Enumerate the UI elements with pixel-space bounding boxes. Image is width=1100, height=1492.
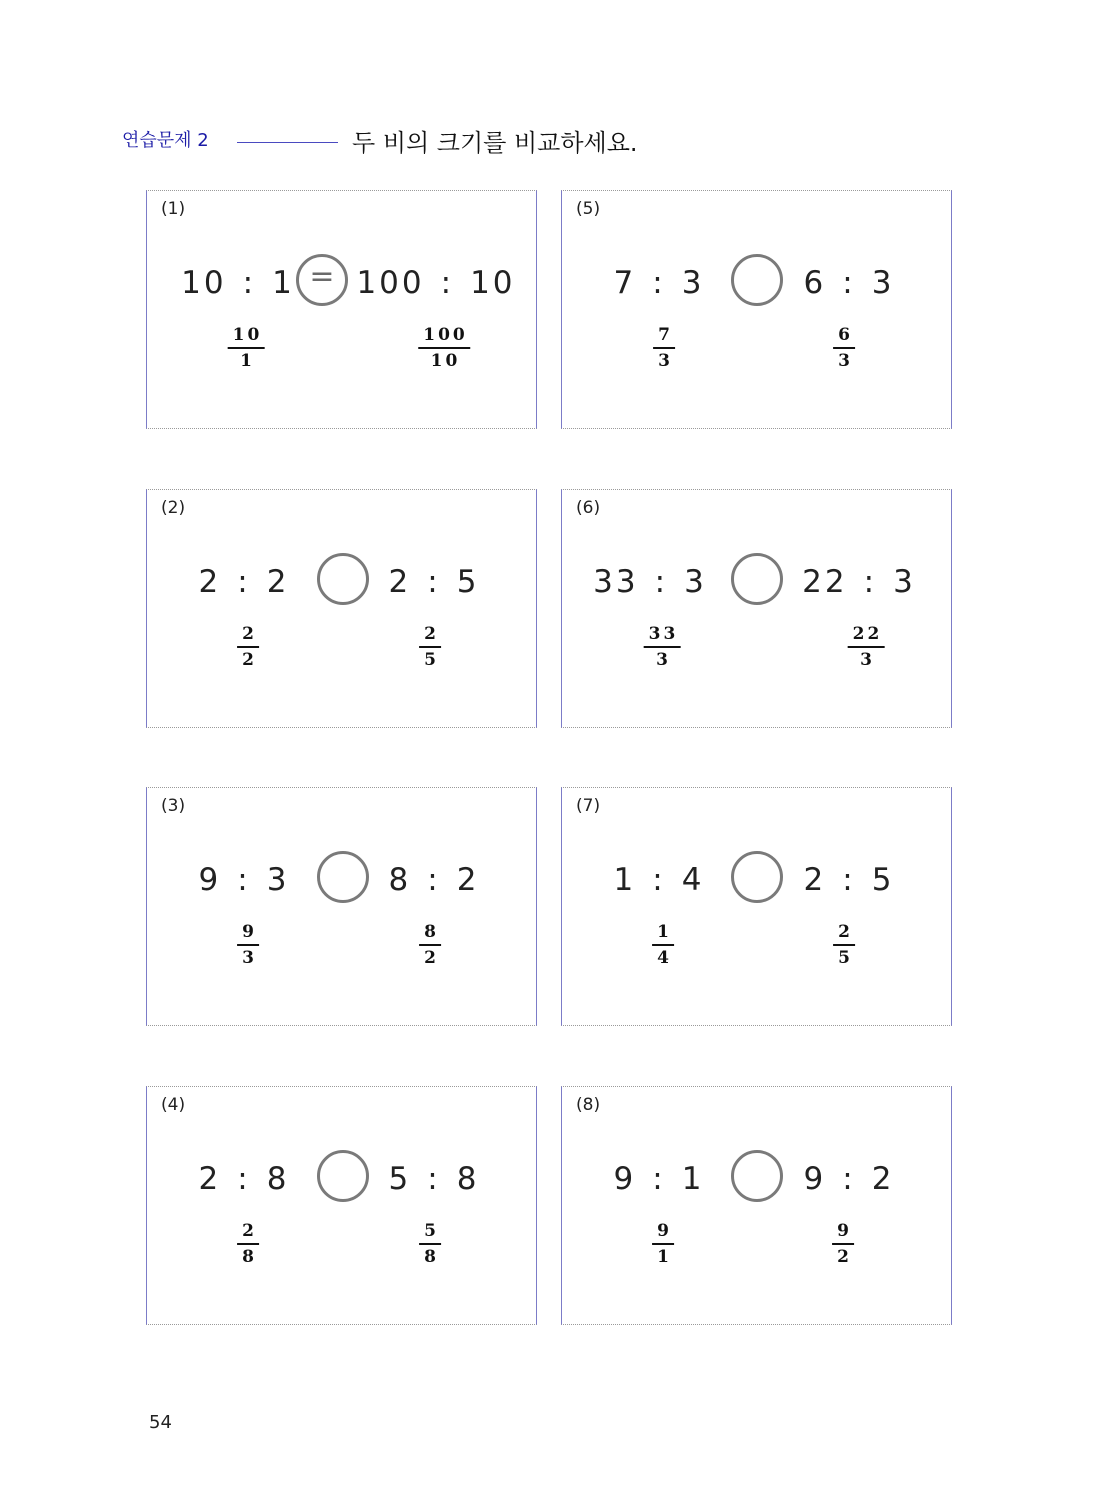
fraction-bar bbox=[419, 944, 441, 946]
fraction-bar bbox=[652, 1243, 674, 1245]
fraction-numerator: 5 bbox=[424, 1221, 439, 1241]
left-fraction bbox=[654, 1221, 672, 1267]
ratio-consequent: 3 bbox=[893, 564, 916, 600]
ratio-colon: : bbox=[652, 862, 666, 898]
ratio-colon: : bbox=[842, 1161, 856, 1197]
fraction-numerator: 33 bbox=[648, 624, 679, 644]
ratio-colon: : bbox=[242, 265, 257, 301]
fraction-denominator: 1 bbox=[240, 351, 255, 371]
fraction-denominator: 3 bbox=[658, 351, 673, 371]
fraction-denominator: 4 bbox=[657, 948, 672, 968]
right-fraction bbox=[421, 922, 439, 968]
ratio-consequent: 1 bbox=[681, 1161, 705, 1197]
right-fraction bbox=[834, 1221, 852, 1267]
right-ratio bbox=[389, 560, 480, 604]
left-fraction bbox=[239, 922, 257, 968]
fraction-denominator: 3 bbox=[838, 351, 853, 371]
fraction-bar bbox=[237, 1243, 259, 1245]
right-fraction bbox=[850, 624, 883, 670]
ratio-consequent: 10 bbox=[470, 265, 516, 301]
fraction-denominator: 1 bbox=[657, 1247, 672, 1267]
problem-number: (8) bbox=[576, 1095, 601, 1115]
left-fraction bbox=[239, 1221, 257, 1267]
fraction-denominator: 8 bbox=[242, 1247, 257, 1267]
fraction-denominator: 2 bbox=[242, 650, 257, 670]
left-ratio bbox=[181, 261, 295, 305]
right-fraction bbox=[420, 325, 468, 371]
ratio-colon: : bbox=[237, 1161, 251, 1197]
ratio-colon: : bbox=[863, 564, 878, 600]
fraction-numerator: 9 bbox=[242, 922, 257, 942]
fraction-denominator: 5 bbox=[838, 948, 853, 968]
problem-card-4 bbox=[146, 1086, 537, 1325]
left-fraction bbox=[239, 624, 257, 670]
ratio-colon: : bbox=[652, 265, 666, 301]
right-ratio bbox=[804, 261, 895, 305]
fraction-bar bbox=[833, 944, 855, 946]
ratio-colon: : bbox=[440, 265, 455, 301]
problem-number: (6) bbox=[576, 498, 601, 518]
fraction-numerator: 10 bbox=[232, 325, 263, 345]
problem-card-8 bbox=[561, 1086, 952, 1325]
fraction-numerator: 2 bbox=[838, 922, 853, 942]
fraction-bar bbox=[419, 646, 441, 648]
fraction-bar bbox=[237, 646, 259, 648]
right-ratio bbox=[804, 1157, 895, 1201]
ratio-consequent: 3 bbox=[871, 265, 895, 301]
ratio-colon: : bbox=[427, 862, 441, 898]
problem-card-2 bbox=[146, 489, 537, 728]
fraction-bar bbox=[237, 944, 259, 946]
fraction-bar bbox=[228, 347, 265, 349]
fraction-numerator: 22 bbox=[852, 624, 883, 644]
left-ratio bbox=[614, 261, 705, 305]
ratio-consequent: 3 bbox=[266, 862, 290, 898]
left-ratio bbox=[614, 1157, 705, 1201]
ratio-antecedent: 22 bbox=[802, 564, 848, 600]
ratio-colon: : bbox=[842, 265, 856, 301]
fraction-bar bbox=[652, 944, 674, 946]
ratio-colon: : bbox=[427, 564, 441, 600]
problem-number: (1) bbox=[161, 199, 186, 219]
right-ratio bbox=[389, 1157, 480, 1201]
problem-number: (2) bbox=[161, 498, 186, 518]
fraction-denominator: 3 bbox=[242, 948, 257, 968]
fraction-denominator: 3 bbox=[656, 650, 671, 670]
ratio-antecedent: 8 bbox=[388, 862, 412, 898]
fraction-numerator: 100 bbox=[423, 325, 468, 345]
exercise-label: 연습문제 2 bbox=[122, 130, 209, 151]
ratio-consequent: 4 bbox=[681, 862, 705, 898]
ratio-antecedent: 9 bbox=[198, 862, 222, 898]
ratio-antecedent: 33 bbox=[593, 564, 639, 600]
ratio-antecedent: 6 bbox=[803, 265, 827, 301]
fraction-bar bbox=[653, 347, 675, 349]
problem-card-5 bbox=[561, 190, 952, 429]
ratio-antecedent: 7 bbox=[613, 265, 637, 301]
fraction-bar bbox=[644, 646, 681, 648]
ratio-antecedent: 1 bbox=[613, 862, 637, 898]
comparison-answer-circle[interactable] bbox=[731, 553, 783, 605]
ratio-antecedent: 2 bbox=[198, 1161, 222, 1197]
problem-number: (3) bbox=[161, 796, 186, 816]
problem-number: (5) bbox=[576, 199, 601, 219]
ratio-consequent: 2 bbox=[266, 564, 290, 600]
fraction-denominator: 2 bbox=[837, 1247, 852, 1267]
ratio-antecedent: 2 bbox=[198, 564, 222, 600]
header-divider bbox=[237, 142, 338, 143]
fraction-numerator: 8 bbox=[424, 922, 439, 942]
fraction-bar bbox=[832, 1243, 854, 1245]
problem-card-6 bbox=[561, 489, 952, 728]
ratio-colon: : bbox=[842, 862, 856, 898]
ratio-colon: : bbox=[237, 862, 251, 898]
right-ratio bbox=[356, 261, 515, 305]
comparison-answer-circle[interactable] bbox=[731, 1150, 783, 1202]
ratio-consequent: 3 bbox=[681, 265, 705, 301]
fraction-denominator: 8 bbox=[424, 1247, 439, 1267]
fraction-numerator: 7 bbox=[658, 325, 673, 345]
ratio-antecedent: 2 bbox=[803, 862, 827, 898]
left-fraction bbox=[654, 922, 672, 968]
ratio-consequent: 3 bbox=[684, 564, 707, 600]
fraction-bar bbox=[848, 646, 885, 648]
page-number: 54 bbox=[149, 1412, 172, 1433]
ratio-antecedent: 9 bbox=[613, 1161, 637, 1197]
ratio-antecedent: 100 bbox=[356, 265, 425, 301]
fraction-bar bbox=[419, 1243, 441, 1245]
fraction-denominator: 2 bbox=[424, 948, 439, 968]
ratio-consequent: 1 bbox=[272, 265, 295, 301]
right-fraction bbox=[421, 624, 439, 670]
right-ratio bbox=[389, 858, 480, 902]
comparison-answer-circle[interactable] bbox=[317, 851, 369, 903]
right-fraction bbox=[835, 325, 853, 371]
left-ratio bbox=[199, 560, 290, 604]
left-ratio bbox=[614, 858, 705, 902]
fraction-bar bbox=[833, 347, 855, 349]
fraction-bar bbox=[418, 347, 470, 349]
ratio-consequent: 5 bbox=[871, 862, 895, 898]
right-fraction bbox=[421, 1221, 439, 1267]
fraction-denominator: 3 bbox=[860, 650, 875, 670]
ratio-antecedent: 10 bbox=[181, 265, 227, 301]
comparison-answer-circle[interactable] bbox=[731, 851, 783, 903]
comparison-answer-circle[interactable] bbox=[731, 254, 783, 306]
left-fraction bbox=[230, 325, 263, 371]
problem-card-1 bbox=[146, 190, 537, 429]
left-ratio bbox=[593, 560, 707, 604]
ratio-consequent: 8 bbox=[266, 1161, 290, 1197]
fraction-denominator: 10 bbox=[430, 351, 461, 371]
ratio-consequent: 5 bbox=[456, 564, 480, 600]
problem-number: (4) bbox=[161, 1095, 186, 1115]
instruction-text: 두 비의 크기를 비교하세요. bbox=[352, 129, 638, 157]
comparison-answer-circle[interactable] bbox=[317, 553, 369, 605]
fraction-numerator: 6 bbox=[838, 325, 853, 345]
fraction-numerator: 1 bbox=[657, 922, 672, 942]
ratio-colon: : bbox=[652, 1161, 666, 1197]
ratio-antecedent: 2 bbox=[388, 564, 412, 600]
ratio-antecedent: 9 bbox=[803, 1161, 827, 1197]
left-fraction bbox=[646, 624, 679, 670]
problem-card-7 bbox=[561, 787, 952, 1026]
comparison-answer: = bbox=[309, 259, 335, 294]
fraction-denominator: 5 bbox=[424, 650, 439, 670]
right-ratio bbox=[802, 560, 916, 604]
problem-number: (7) bbox=[576, 796, 601, 816]
fraction-numerator: 2 bbox=[424, 624, 439, 644]
right-ratio bbox=[804, 858, 895, 902]
fraction-numerator: 2 bbox=[242, 624, 257, 644]
ratio-consequent: 8 bbox=[456, 1161, 480, 1197]
ratio-colon: : bbox=[654, 564, 669, 600]
fraction-numerator: 2 bbox=[242, 1221, 257, 1241]
ratio-colon: : bbox=[427, 1161, 441, 1197]
fraction-numerator: 9 bbox=[837, 1221, 852, 1241]
comparison-answer-circle[interactable] bbox=[296, 254, 348, 306]
left-ratio bbox=[199, 858, 290, 902]
ratio-antecedent: 5 bbox=[388, 1161, 412, 1197]
left-fraction bbox=[655, 325, 673, 371]
ratio-colon: : bbox=[237, 564, 251, 600]
problem-card-3 bbox=[146, 787, 537, 1026]
ratio-consequent: 2 bbox=[871, 1161, 895, 1197]
left-ratio bbox=[199, 1157, 290, 1201]
fraction-numerator: 9 bbox=[657, 1221, 672, 1241]
ratio-consequent: 2 bbox=[456, 862, 480, 898]
right-fraction bbox=[835, 922, 853, 968]
comparison-answer-circle[interactable] bbox=[317, 1150, 369, 1202]
